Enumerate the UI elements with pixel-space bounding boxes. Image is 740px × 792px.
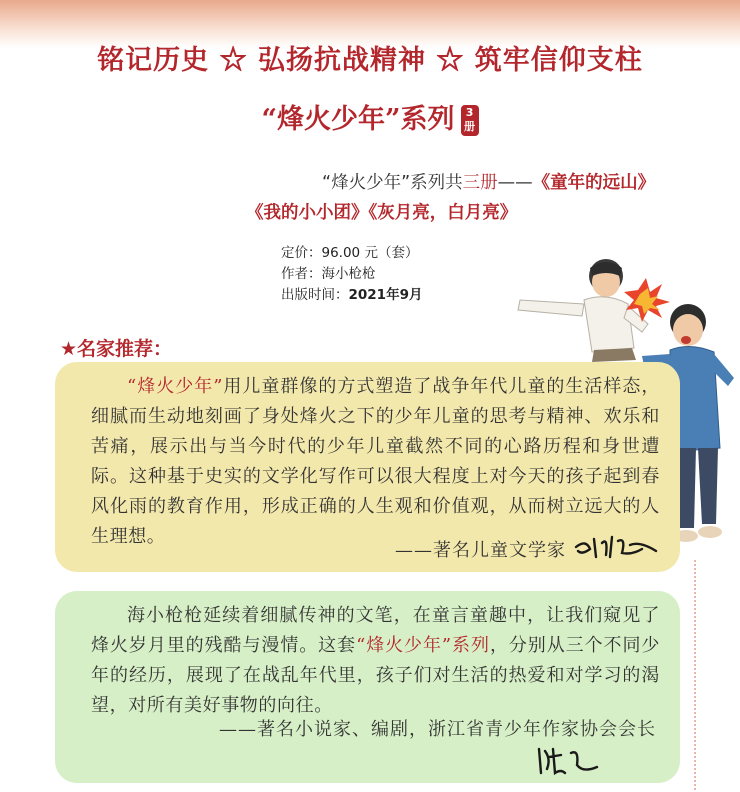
review-1-attribution: ——著名儿童文学家	[395, 540, 566, 561]
intro-lead: “烽火少年”系列共	[322, 173, 463, 193]
author-value: 海小枪枪	[321, 266, 376, 282]
decorative-dotted-line	[684, 560, 696, 790]
review-box-2	[55, 591, 680, 783]
series-intro	[246, 168, 666, 228]
review-2-attribution: ——著名小说家、编剧，浙江省青少年作家协会会长	[219, 719, 656, 740]
book-title-1: 《童年的远山》	[532, 173, 656, 193]
review-1-signature	[572, 525, 658, 565]
series-title-text: “烽火少年”系列	[261, 104, 455, 135]
date-value: 2021年9月	[348, 287, 423, 303]
date-label: 出版时间：	[281, 287, 349, 303]
author-label: 作者：	[281, 266, 322, 282]
review-2-text	[91, 601, 660, 721]
book-title-2: 《我的小小团》	[246, 203, 369, 223]
review-2-body-b: ，分别从三个不同少年的经历，展现了在战乱年代里，孩子们对生活的热爱和对学习的渴望，对所有美好事物的向往。	[91, 635, 660, 716]
price-label: 定价：	[281, 245, 322, 261]
section-heading: ★名家推荐：	[60, 338, 173, 360]
review-box-1	[55, 362, 680, 572]
intro-count: 三册	[462, 173, 498, 193]
slogan-header: 铭记历史 ☆ 弘扬抗战精神 ☆ 筑牢信仰支柱	[97, 45, 643, 76]
intro-dash: ——	[497, 173, 533, 193]
review-1-body: 用儿童群像的方式塑造了战争年代儿童的生活样态，细腻而生动地刻画了身处烽火之下的少年儿童的思考与精神、欢乐和苦痛，展示出与当今时代的少年儿童截然不同的心路历程和身世遭际。这种基于史实的文学化写作可以很大程度上对今天的孩子起到春风化雨的教育作用，形成正确的人生观和价值观，从而树立远大的人生理想。	[91, 376, 660, 547]
review-2-highlight: “烽火少年”系列	[356, 635, 490, 656]
review-1-highlight: “烽火少年”	[127, 376, 223, 397]
price-value: 96.00 元（套）	[321, 245, 419, 261]
review-2-body-a: 海小枪枪延续着细腻传神的文笔，在童言童趣中，让我们窥见了烽火岁月里的残酷与漫情。这套	[91, 605, 660, 656]
volume-badge: 3册	[461, 105, 479, 136]
book-meta	[281, 243, 422, 306]
series-title	[0, 97, 740, 136]
book-title-3: 《灰月亮，白月亮》	[368, 203, 518, 223]
review-2-signature	[535, 739, 605, 779]
